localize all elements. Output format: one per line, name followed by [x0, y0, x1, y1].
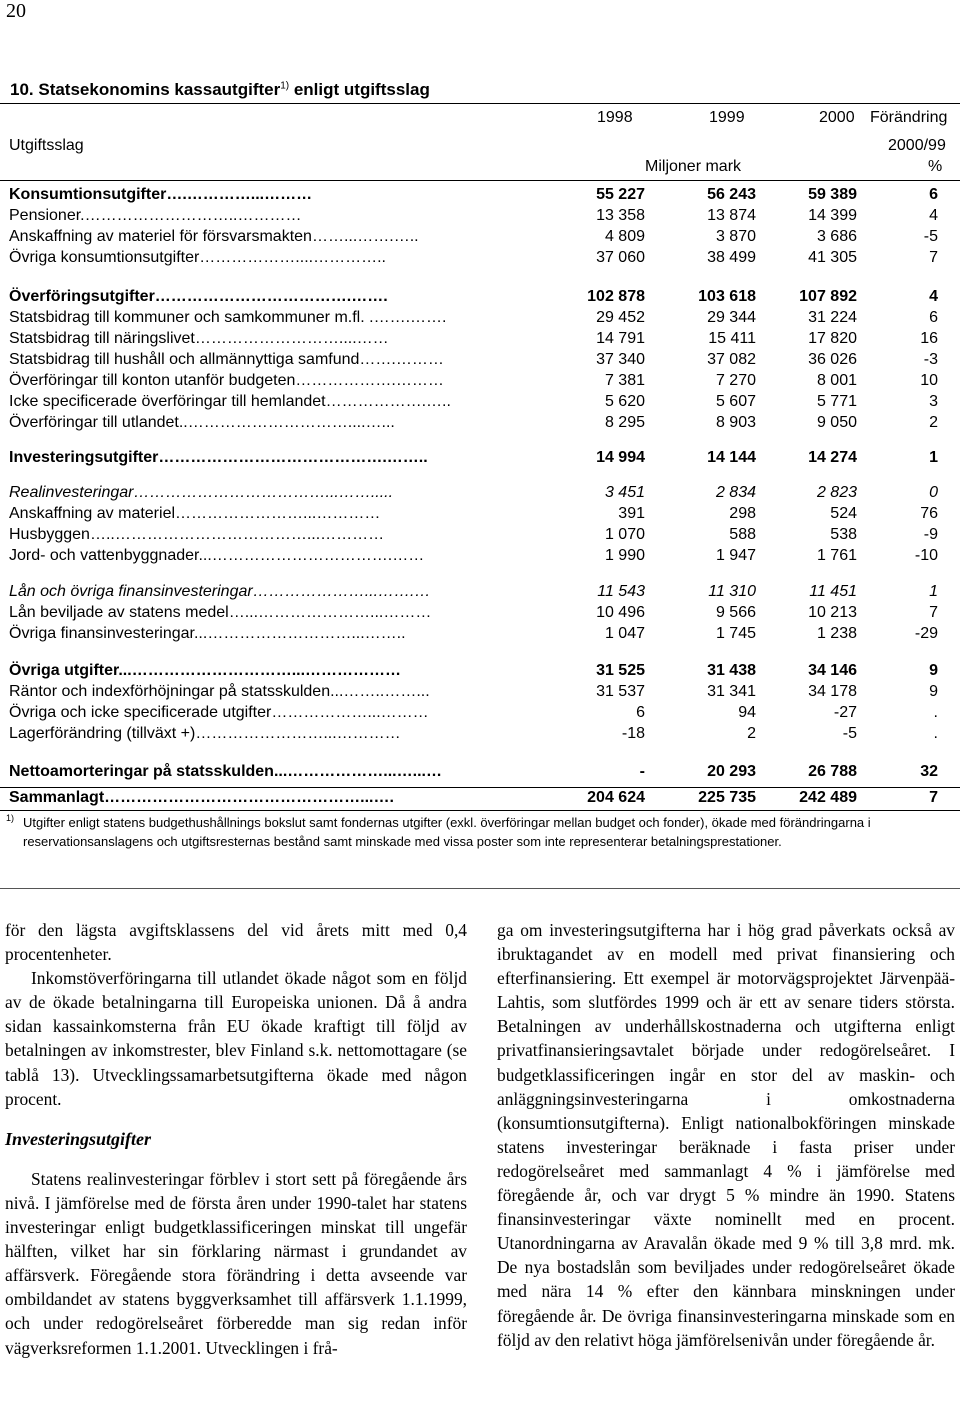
footnote-mark: 1) — [6, 813, 15, 823]
row-label: Realinvesteringar………………………………...……..... — [9, 484, 394, 501]
row-label: Lån beviljade av statens medel…...…………………...……… — [9, 604, 432, 621]
table-row — [0, 372, 960, 394]
value-1999: 9 566 — [715, 604, 756, 621]
table-title-text: 10. Statsekonomins kassautgifter — [10, 80, 281, 99]
value-1999: 103 618 — [698, 288, 756, 305]
section-heading-investeringsutgifter: Investeringsutgifter — [5, 1128, 152, 1149]
table-header-rule — [0, 180, 960, 181]
value-2000: 59 389 — [808, 186, 857, 203]
value-change: 9 — [929, 662, 938, 679]
table-row — [0, 505, 960, 527]
table-row — [0, 484, 960, 506]
table-row — [0, 351, 960, 373]
value-2000: 524 — [830, 505, 857, 522]
header-pct: % — [928, 158, 943, 175]
value-1999: 13 874 — [707, 207, 756, 224]
value-1999: 1 745 — [715, 625, 756, 642]
value-1998: 10 496 — [596, 604, 645, 621]
value-1998: 1 070 — [604, 526, 645, 543]
value-1999: 29 344 — [707, 309, 756, 326]
value-1999: 588 — [729, 526, 756, 543]
page-number: 20 — [6, 0, 26, 22]
left-paragraph-2: Inkomstöverföringarna till utlandet ökade något som en följd av de ökade betalningarna till Europeiska unionen. Då å andra sidan kassainkomsterna från EU ökade kraftigt till följd av betalningen av inkomstrester, blev Finland s.k. nettomottagare (se tablå 13). Utvecklingssamarbetsutgifterna ökade med någon procent. — [5, 968, 467, 1109]
value-2000: 17 820 — [808, 330, 857, 347]
row-label: Överföringar till konton utanför budgeten……………….……… — [9, 372, 444, 389]
header-change-period: 2000/99 — [888, 137, 946, 154]
value-1998: 31 537 — [596, 683, 645, 700]
value-2000: -5 — [842, 725, 857, 742]
value-change: 6 — [929, 186, 938, 203]
value-2000: 538 — [830, 526, 857, 543]
value-2000: 107 892 — [799, 288, 857, 305]
value-1998: 8 295 — [604, 414, 645, 431]
value-change: 7 — [929, 249, 938, 266]
value-2000: 26 788 — [808, 763, 857, 780]
value-1999: 1 947 — [715, 547, 756, 564]
row-label: Överföringar till utlandet..…………………………....…... — [9, 414, 395, 431]
table-row — [0, 763, 960, 785]
row-label: Nettoamorteringar på statsskulden...………………...…...… — [9, 763, 442, 780]
value-1999: 56 243 — [707, 186, 756, 203]
row-label: Husbyggen…..………………………………...………… — [9, 526, 385, 543]
value-1999: 8 903 — [715, 414, 756, 431]
footnote-text: Utgifter enligt statens budgethushållnings bokslut samt fondernas utgifter (exkl. överföringar mellan budget och fonder), ökade med förändringarna i reservationsanslagens och utgiftsresternas bestånd samt minskade med vissa poster som inte representerar betalningsprestationer. — [23, 815, 871, 849]
table-row — [0, 725, 960, 747]
value-2000: -27 — [833, 704, 857, 721]
value-1998: 1 047 — [604, 625, 645, 642]
value-1999: 38 499 — [707, 249, 756, 266]
value-change: -29 — [914, 625, 938, 642]
value-change: 16 — [920, 330, 938, 347]
value-change: 4 — [929, 207, 938, 224]
row-label: Anskaffning av materiel……………………...………… — [9, 505, 381, 522]
value-change: -3 — [923, 351, 938, 368]
value-change: 1 — [929, 449, 938, 466]
row-label: Övriga konsumtionsutgifter………………....………….. — [9, 249, 386, 266]
value-1999: 14 144 — [707, 449, 756, 466]
table-row — [0, 249, 960, 271]
value-1999: 31 341 — [707, 683, 756, 700]
table-row — [0, 789, 960, 811]
value-change: 76 — [920, 505, 938, 522]
table-row — [0, 449, 960, 471]
table-row — [0, 662, 960, 684]
value-1999: 2 834 — [715, 484, 756, 501]
value-1998: 4 809 — [604, 228, 645, 245]
value-2000: 41 305 — [808, 249, 857, 266]
header-utgiftsslag: Utgiftsslag — [9, 137, 84, 154]
value-2000: 8 001 — [816, 372, 857, 389]
row-label: Överföringsutgifter……………………………….……. — [9, 288, 388, 305]
value-change: 7 — [929, 604, 938, 621]
value-2000: 34 146 — [808, 662, 857, 679]
table-row — [0, 704, 960, 726]
header-change: Förändring — [870, 109, 948, 126]
table-footnote — [6, 813, 949, 851]
value-change: 3 — [929, 393, 938, 410]
value-1998: 11 543 — [597, 583, 645, 600]
right-column — [497, 918, 955, 1352]
value-1999: 298 — [729, 505, 756, 522]
value-change: -9 — [923, 526, 938, 543]
value-1998: 5 620 — [604, 393, 645, 410]
table-row — [0, 288, 960, 310]
value-1998: 13 358 — [596, 207, 645, 224]
row-label: Lagerförändring (tillväxt +)……………………...………… — [9, 725, 401, 742]
table-row — [0, 547, 960, 569]
row-label: Pensioner.………………………..………… — [9, 207, 302, 224]
value-1998: 3 451 — [604, 484, 645, 501]
value-1998: 29 452 — [596, 309, 645, 326]
value-2000: 5 771 — [816, 393, 857, 410]
left-paragraph-1: för den lägsta avgiftsklassens del vid årets mitt med 0,4 procentenheter. — [5, 920, 467, 965]
value-2000: 14 274 — [808, 449, 857, 466]
value-change: 7 — [929, 789, 938, 806]
table-row — [0, 604, 960, 626]
value-2000: 1 238 — [816, 625, 857, 642]
value-1998: -18 — [621, 725, 645, 742]
value-1998: 204 624 — [587, 789, 645, 806]
value-1999: 225 735 — [698, 789, 756, 806]
value-2000: 14 399 — [808, 207, 857, 224]
left-column — [5, 918, 467, 1360]
value-change: 9 — [929, 683, 938, 700]
value-1998: 102 878 — [587, 288, 645, 305]
value-1998: 37 060 — [596, 249, 645, 266]
value-1998: 14 791 — [596, 330, 645, 347]
table-top-rule — [0, 103, 960, 104]
table-row — [0, 228, 960, 250]
section-divider — [0, 888, 960, 889]
value-change: 1 — [929, 583, 938, 600]
value-change: 4 — [929, 288, 938, 305]
value-change: . — [933, 704, 938, 721]
value-1998: 391 — [618, 505, 645, 522]
value-change: 2 — [929, 414, 938, 431]
value-2000: 1 761 — [816, 547, 857, 564]
header-2000: 2000 — [819, 109, 855, 126]
row-label: Statsbidrag till hushåll och allmännyttiga samfund…….……… — [9, 351, 444, 368]
value-1999: 31 438 — [707, 662, 756, 679]
value-2000: 3 686 — [816, 228, 857, 245]
table-row — [0, 625, 960, 647]
table-row — [0, 186, 960, 208]
value-1999: 2 — [747, 725, 756, 742]
row-label: Övriga och icke specificerade utgifter………………...……… — [9, 704, 429, 721]
value-2000: 34 178 — [808, 683, 857, 700]
table-bottom-rule — [0, 810, 960, 811]
header-1998: 1998 — [597, 109, 633, 126]
value-1998: 14 994 — [596, 449, 645, 466]
value-1999: 7 270 — [715, 372, 756, 389]
value-1999: 15 411 — [708, 330, 756, 347]
row-label: Statsbidrag till kommuner och samkommuner m.fl. .…….……. — [9, 309, 447, 326]
title-footnote-mark: 1) — [280, 80, 290, 92]
table-row — [0, 583, 960, 605]
value-1998: 55 227 — [596, 186, 645, 203]
value-change: 0 — [929, 484, 938, 501]
value-2000: 2 823 — [816, 484, 857, 501]
value-1998: 6 — [636, 704, 645, 721]
value-1998: 1 990 — [604, 547, 645, 564]
value-1998: 7 381 — [604, 372, 645, 389]
value-1999: 3 870 — [715, 228, 756, 245]
left-paragraph-3: Statens realinvesteringar förblev i stort sett på föregående års nivå. I jämförelse med de första åren under 1990-talet har statens investeringar enligt budgetklassificeringen minskat till ungefär hälften, vilket har sin förklaring närmast i grundandet av affärsverk. Föregående stora förändring i detta avseende var ombildandet av statens byggverksamhet till affärsverk 1.1.1999, och under redogörelseåret förberedde man sig redan inför vägverksreformen 1.1.2001. Utvecklingen i frå- — [5, 1168, 467, 1358]
value-1998: 31 525 — [596, 662, 645, 679]
value-2000: 36 026 — [808, 351, 857, 368]
table-row — [0, 330, 960, 352]
row-label: Anskaffning av materiel för försvarsmakten……...…….….. — [9, 228, 419, 245]
right-paragraph-1: ga om investeringsutgifterna har i hög grad påverkats också av ibruktagandet av en modell med privat finansiering och efterfinansiering. Ett exempel är motorvägsprojektet Järvenpää-Lahtis, som slutfördes 1999 och är ett av senare tiders största. Betalningen av underhållskostnaderna och utgifterna enligt privatfinansieringsavtalet började under redogörelseåret. I budgetklassificeringen ingår en stor del av maskin- och anläggningsinvesteringarna i omkostnaderna (konsumtionsutgifterna). Enligt nationalbokföringen minskade statens investeringar beräknade i fasta priser under redogörelseåret med sammanlagt 4 % i jämförelse med föregående år, och var drygt 5 % mindre än 1990. Statens finansinvesteringar växte nominellt med en procent. Utanordningarna av Aravalån ökade med 9 % till 3,8 mrd. mk. De nya bostadslån som beviljades under redogörelseåret ökade med nära 14 % efter den kännbara minskningen under föregående år. De övriga finansinvesteringarna minskade som en följd av den relativt höga jämförelsenivån under föregående år. — [497, 920, 955, 1350]
header-unit: Miljoner mark — [645, 158, 742, 175]
value-1998: 37 340 — [596, 351, 645, 368]
value-1999: 20 293 — [707, 763, 756, 780]
row-label: Sammanlagt…………………………………………...…. — [9, 789, 394, 806]
value-1999: 5 607 — [715, 393, 756, 410]
value-change: -10 — [914, 547, 938, 564]
table-title-suffix: enligt utgiftsslag — [289, 80, 430, 99]
value-2000: 10 213 — [808, 604, 857, 621]
value-2000: 11 451 — [809, 583, 857, 600]
row-label: Lån och övriga finansinvesteringar…………………...…….… — [9, 583, 431, 600]
row-label: Investeringsutgifter…………………………………….…….. — [9, 449, 428, 466]
value-change: 6 — [929, 309, 938, 326]
row-label: Statsbidrag till näringslivet………………………....…… — [9, 330, 389, 347]
table-row — [0, 526, 960, 548]
row-label: Konsumtionsutgifter….…………...……… — [9, 186, 313, 203]
table-row — [0, 393, 960, 415]
row-label: Jord- och vattenbyggnader...…………………………….…… — [9, 547, 425, 564]
value-change: -5 — [923, 228, 938, 245]
value-2000: 242 489 — [799, 789, 857, 806]
row-label: Icke specificerade överföringar till hemlandet……………….….. — [9, 393, 451, 410]
row-label: Räntor och indexförhöjningar på statsskulden...……..……... — [9, 683, 430, 700]
row-label: Övriga finansinvesteringar...………………………...…….. — [9, 625, 406, 642]
table-title — [10, 80, 430, 100]
table-total-rule — [0, 787, 960, 788]
table-row — [0, 207, 960, 229]
header-1999: 1999 — [709, 109, 745, 126]
value-change: 32 — [920, 763, 938, 780]
value-change: . — [933, 725, 938, 742]
value-1998: - — [639, 763, 645, 780]
table-row — [0, 309, 960, 331]
table-row — [0, 414, 960, 436]
value-1999: 37 082 — [707, 351, 756, 368]
value-change: 10 — [920, 372, 938, 389]
row-label: Övriga utgifter...…………………………...……………… — [9, 662, 402, 679]
value-1999: 94 — [738, 704, 756, 721]
value-2000: 9 050 — [816, 414, 857, 431]
value-1999: 11 310 — [708, 583, 756, 600]
value-2000: 31 224 — [808, 309, 857, 326]
table-row — [0, 683, 960, 705]
